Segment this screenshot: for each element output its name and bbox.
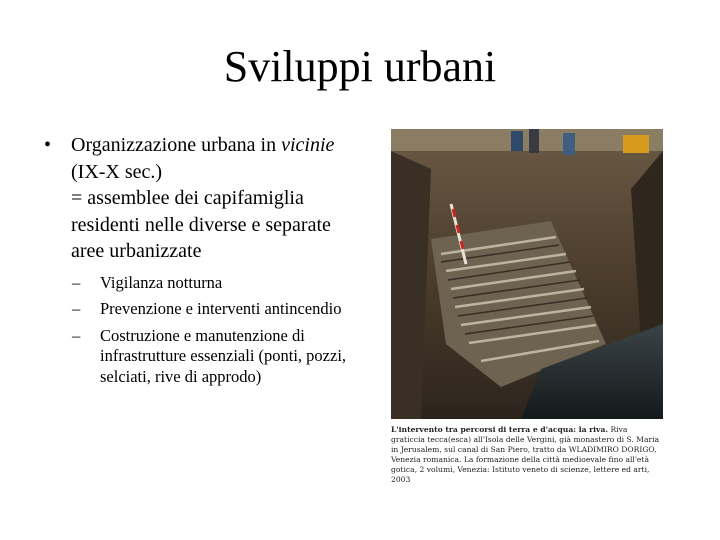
excavation-photo: [391, 129, 663, 419]
bullet-line1-prefix: Organizzazione urbana in: [71, 134, 277, 156]
sub-item: [72, 326, 364, 388]
sub-item-text: Vigilanza notturna: [100, 272, 223, 292]
caption-text: Riva graticcia tecca(esca) all'Isola delle Vergini, già monastero di S. Maria in Jerusalem, sul canal di San Piero, tratto da WLADIMIRO DORIGO, Venezia romanica. La formazione della città medioevale fino all'età gotica, 2 volumi, Venezia: Istituto veneto di scienze, lettere ed arti, 2003: [391, 425, 660, 484]
slide-content: [44, 132, 364, 393]
slide-title: Sviluppi urbani: [223, 42, 497, 91]
bullet-line1-suffix: (IX-X sec.): [71, 160, 163, 183]
figure: [391, 129, 663, 485]
sub-dash: –: [72, 325, 81, 345]
bullet-line1-emphasis: vicinie: [281, 134, 335, 156]
sub-dash: –: [72, 272, 81, 292]
figure-caption: [391, 425, 663, 485]
caption-bold: L'intervento tra percorsi di terra e d'acqua: la riva.: [391, 425, 609, 434]
main-bullet-text: [71, 132, 364, 265]
bullet-line2: = assemblee dei capifamiglia residenti nelle diverse e separate aree urbanizzate: [71, 187, 331, 262]
sub-list: [72, 273, 364, 388]
sub-item: [72, 273, 364, 294]
main-bullet: [44, 132, 364, 265]
sub-item-text: Prevenzione e interventi antincendio: [100, 299, 342, 318]
bullet-mark: •: [44, 134, 52, 156]
sub-dash: –: [72, 299, 81, 318]
sub-item: [72, 299, 364, 320]
sub-item-text: Costruzione e manutenzione di infrastrutture essenziali (ponti, pozzi, selciati, rive di approdo): [100, 325, 347, 386]
